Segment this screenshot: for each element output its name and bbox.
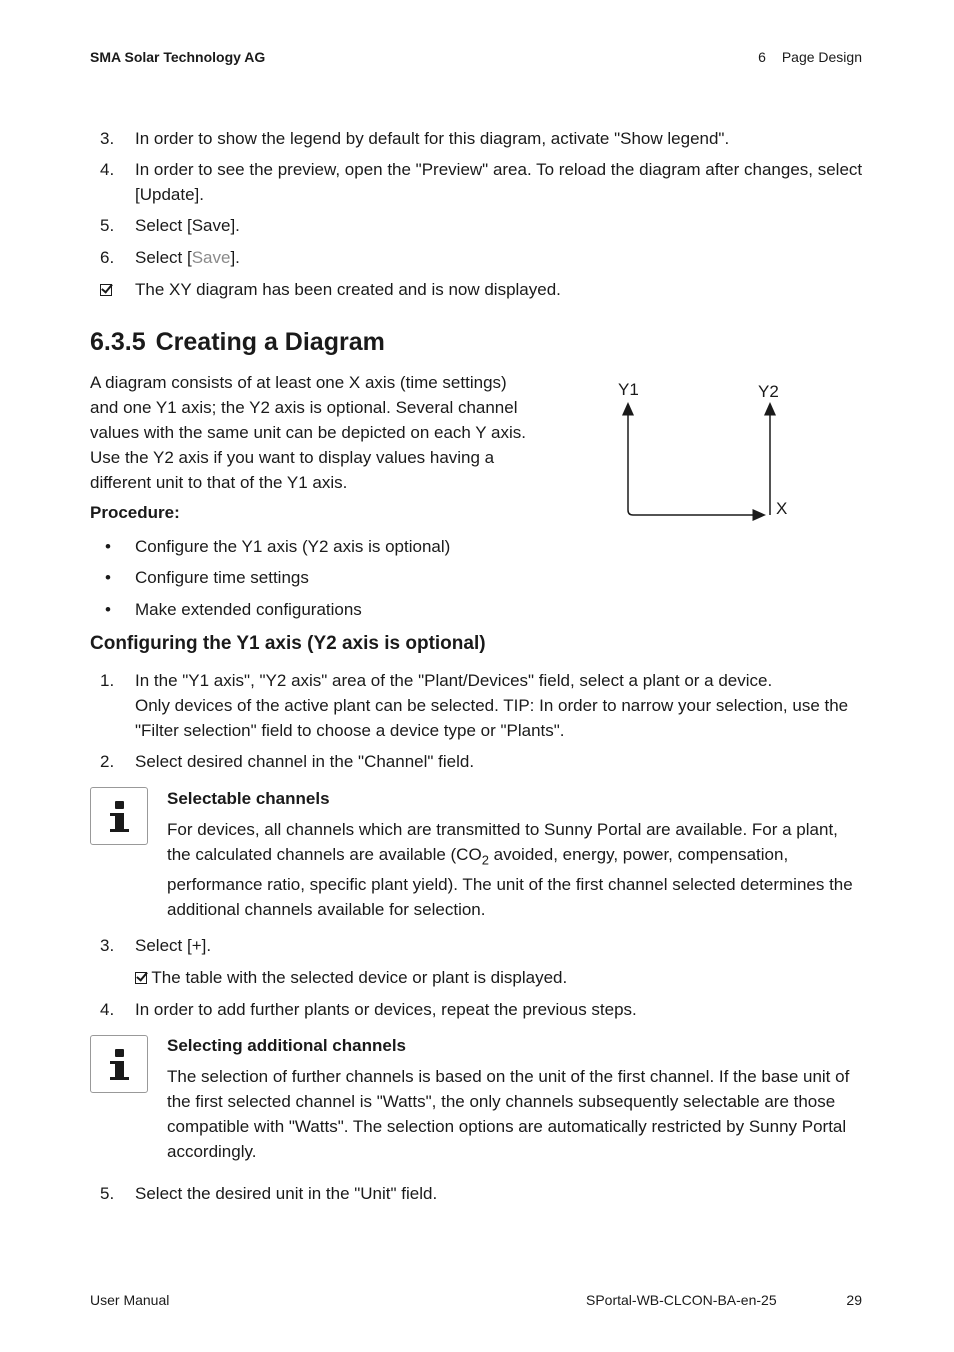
checkbox-icon: [100, 277, 130, 302]
step-text: In order to show the legend by default for this diagram, activate "Show legend".: [135, 129, 730, 148]
x-label: X: [776, 499, 788, 518]
footer-doc-type: User Manual: [90, 1292, 170, 1308]
bullet-text: Configure the Y1 axis (Y2 axis is optional): [135, 537, 451, 556]
x-axis: [628, 510, 760, 515]
footer-doc-id: SPortal-WB-CLCON-BA-en-25: [586, 1292, 777, 1308]
note-text: The selection of further channels is based on the unit of the first channel. If the base unit of the first selected channel is "Watts", the only channels subsequently selectable are those compatible with "Watts". The selection options are automatically restricted by Sunny Portal accordingly.: [167, 1067, 850, 1161]
y1-label: Y1: [618, 380, 639, 399]
step-number: 5.: [100, 1184, 115, 1203]
procedure-label: Procedure:: [90, 503, 180, 522]
step-text: Select the desired unit in the "Unit" field.: [135, 1184, 438, 1203]
step-text: [135, 245, 865, 270]
step-number: 3.: [100, 936, 115, 955]
section-heading: [90, 328, 385, 357]
bullet-text: Make extended configurations: [135, 600, 362, 619]
step-text-post: ].: [230, 248, 240, 267]
step-text: Select [Save].: [135, 216, 240, 235]
info-note: [167, 786, 862, 922]
info-icon: [90, 787, 148, 845]
result-item: [90, 965, 865, 990]
step-text: In order to add further plants or devices, repeat the previous steps.: [135, 1000, 637, 1019]
y2-label: Y2: [758, 382, 779, 401]
step-number: 6.: [100, 248, 115, 267]
step-text: In order to see the preview, open the "Preview" area. To reload the diagram after changes, select [Update].: [135, 160, 863, 204]
step-number: 4.: [100, 1000, 115, 1019]
header-section: [758, 49, 862, 65]
step-number: 3.: [100, 129, 115, 148]
bullet-text: Configure time settings: [135, 568, 309, 587]
step-save-label: Save: [191, 248, 231, 267]
checkbox-icon: [135, 972, 147, 984]
step-text-pre: Select [: [135, 248, 192, 267]
list-item: [90, 668, 865, 743]
list-item: [90, 749, 865, 774]
section-title: Creating a Diagram: [155, 328, 385, 356]
list-item: [90, 126, 865, 151]
bullet-item: • Configure the Y1 axis (Y2 axis is optional): [90, 534, 865, 559]
section-number: 6.3.5: [90, 328, 146, 356]
step-note: Only devices of the active plant can be selected. TIP: In order to narrow your selection, use the "Filter selection" field to choose a device type or "Plants".: [135, 696, 849, 740]
bullet-item: • Configure time settings: [90, 565, 865, 590]
header-company: SMA Solar Technology AG: [90, 49, 266, 65]
info-icon: [90, 1035, 148, 1093]
page-number: 29: [846, 1292, 862, 1308]
note-title: Selectable channels: [167, 789, 330, 808]
list-item: [90, 213, 865, 238]
step-number: 4.: [100, 160, 115, 179]
step-text: Select [+].: [135, 936, 212, 955]
bullet-item: • Make extended configurations: [90, 597, 865, 622]
info-note: [167, 1033, 862, 1164]
axis-diagram: [600, 370, 800, 530]
step-text: Select desired channel in the "Channel" field.: [135, 752, 475, 771]
list-item: [90, 933, 865, 958]
result-item: [90, 277, 865, 302]
step-number: 2.: [100, 752, 115, 771]
note-text: For devices, all channels which are transmitted to Sunny Portal are available. For a plant, the calculated channels are available ($CO_2$ avoided, energy, power, compensation, performance ratio, specific plant yield). The unit of the first channel selected determines the additional channels available for selection.: [167, 820, 853, 920]
header-section-title: Page Design: [781, 49, 862, 65]
result-text: The table with the selected device or plant is displayed.: [135, 965, 865, 990]
list-item: [90, 245, 865, 270]
subsection-heading: Configuring the Y1 axis (Y2 axis is optional): [90, 633, 486, 654]
list-item: [90, 157, 865, 207]
step-number: 5.: [100, 216, 115, 235]
step-text: In the "Y1 axis", "Y2 axis" area of the "Plant/Devices" field, select a plant or a device.: [135, 671, 773, 690]
section-intro: A diagram consists of at least one X axis (time settings) and one Y1 axis; the Y2 axis is optional. Several channel values with the same unit can be depicted on each Y axis. Use the Y2 axis if you want to display values having a different unit to that of the Y1 axis.: [90, 373, 526, 492]
result-text: The XY diagram has been created and is now displayed.: [135, 280, 561, 299]
step-number: 1.: [100, 671, 115, 690]
header-section-number: 6: [758, 49, 766, 65]
note-title: Selecting additional channels: [167, 1036, 406, 1055]
list-item: [90, 997, 865, 1022]
list-item: [90, 1181, 865, 1206]
